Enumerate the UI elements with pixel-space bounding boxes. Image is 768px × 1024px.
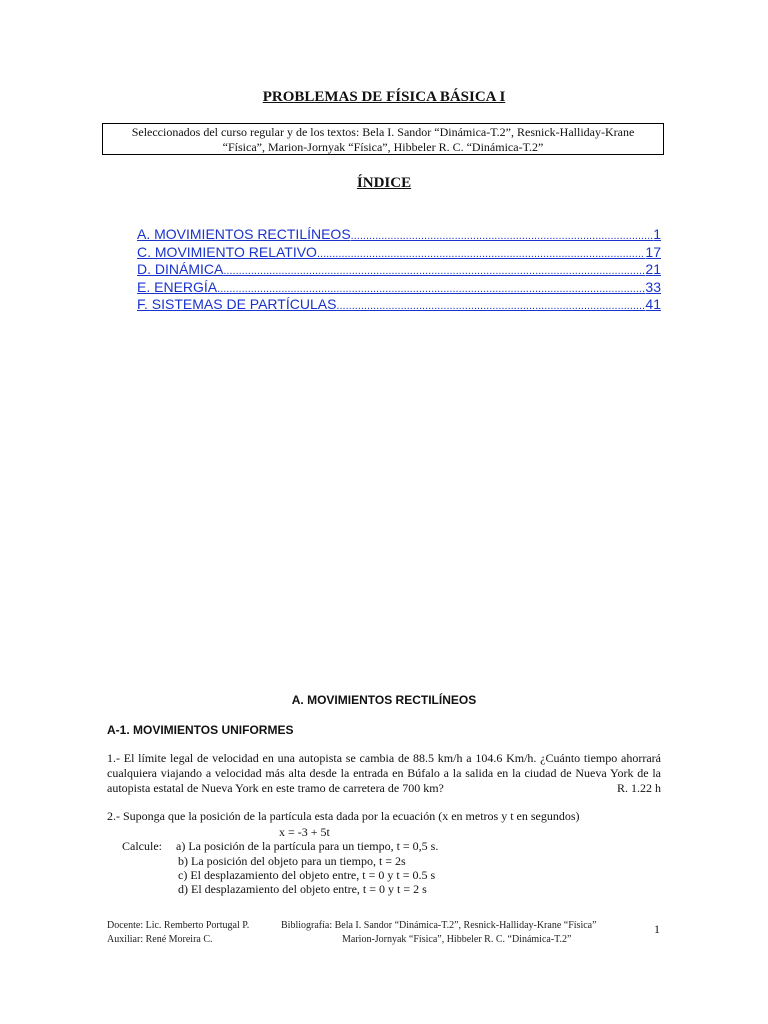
selection-note-line-1: Seleccionados del curso regular y de los textos: Bela I. Sandor “Dinámica-T.2”, Resnick-Halliday-Krane <box>131 125 635 139</box>
table-of-contents <box>137 226 661 314</box>
toc-leader-dots <box>336 300 645 312</box>
toc-link-energia[interactable] <box>137 279 661 297</box>
document-title: PROBLEMAS DE FÍSICA BÁSICA I <box>262 89 506 105</box>
selection-note-box <box>102 123 664 155</box>
toc-label: F. SISTEMAS DE PARTÍCULAS <box>137 296 337 312</box>
problem-2-equation: x = -3 + 5t <box>279 825 330 839</box>
toc-page-number: 41 <box>645 296 661 312</box>
toc-label: C. MOVIMIENTO RELATIVO <box>137 243 317 260</box>
toc-label: A. MOVIMIENTOS RECTILÍNEOS <box>137 226 351 242</box>
toc-page-number: 33 <box>645 278 661 295</box>
toc-page-number: 21 <box>645 261 661 277</box>
index-heading: ÍNDICE <box>356 175 412 191</box>
footer-auxiliar: Auxiliar: René Moreira C. <box>107 934 213 945</box>
toc-link-movimientos-rectilineos[interactable] <box>137 226 661 244</box>
footer-bibliografia-line-2: Marion-Jornyak “Física”, Hibbeler R. C. “Dinámica-T.2” <box>342 934 572 945</box>
toc-page-number: 17 <box>645 243 661 260</box>
section-title: A. MOVIMIENTOS RECTILÍNEOS <box>291 693 477 707</box>
footer-bibliografia-line-1: Bibliografía: Bela I. Sandor “Dinámica-T.2”, Resnick-Halliday-Krane “Física” <box>281 920 597 931</box>
problem-2-item-b: b) La posición del objeto para un tiempo, t = 2s <box>178 854 406 868</box>
toc-link-movimiento-relativo[interactable] <box>137 244 661 262</box>
toc-label: E. ENERGÍA <box>137 278 218 295</box>
problem-2-item-c: c) El desplazamiento del objeto entre, t = 0 y t = 0.5 s <box>178 868 436 882</box>
problem-2-calc-label: Calcule: <box>122 839 162 853</box>
toc-leader-dots <box>217 283 645 295</box>
toc-leader-dots <box>351 230 654 242</box>
problem-2-item-a: a) La posición de la partícula para un tiempo, t = 0,5 s. <box>176 839 439 853</box>
toc-label: D. DINÁMICA <box>137 261 224 277</box>
page-number: 1 <box>654 922 660 936</box>
toc-link-sistemas-de-particulas[interactable] <box>137 296 661 314</box>
toc-leader-dots <box>317 248 645 260</box>
problem-2-text: 2.- Suponga que la posición de la partícula esta dada por la ecuación (x en metros y t en segundos) <box>107 809 580 823</box>
toc-link-dinamica[interactable] <box>137 261 661 279</box>
selection-note-line-2: “Física”, Marion-Jornyak “Física”, Hibbeler R. C. “Dinámica-T.2” <box>222 140 544 154</box>
toc-page-number: 1 <box>653 226 661 242</box>
problem-2-item-d: d) El desplazamiento del objeto entre, t = 0 y t = 2 s <box>178 882 427 896</box>
problem-1-text: 1.- El límite legal de velocidad en una autopista se cambia de 88.5 km/h a 104.6 Km/h. ¿Cuánto tiempo ahorrará cualquiera viajando a velocidad más alta desde la entrada en Búfalo a la salida en la ciudad de Nueva York de la autopista estatal de Nueva York en este tramo de carretera de 700 km? <box>107 751 661 795</box>
toc-leader-dots <box>223 265 645 277</box>
footer-docente: Docente: Lic. Remberto Portugal P. <box>107 920 250 931</box>
subsection-title: A-1. MOVIMIENTOS UNIFORMES <box>107 723 294 737</box>
problem-1-answer: R. 1.22 h <box>616 781 661 795</box>
